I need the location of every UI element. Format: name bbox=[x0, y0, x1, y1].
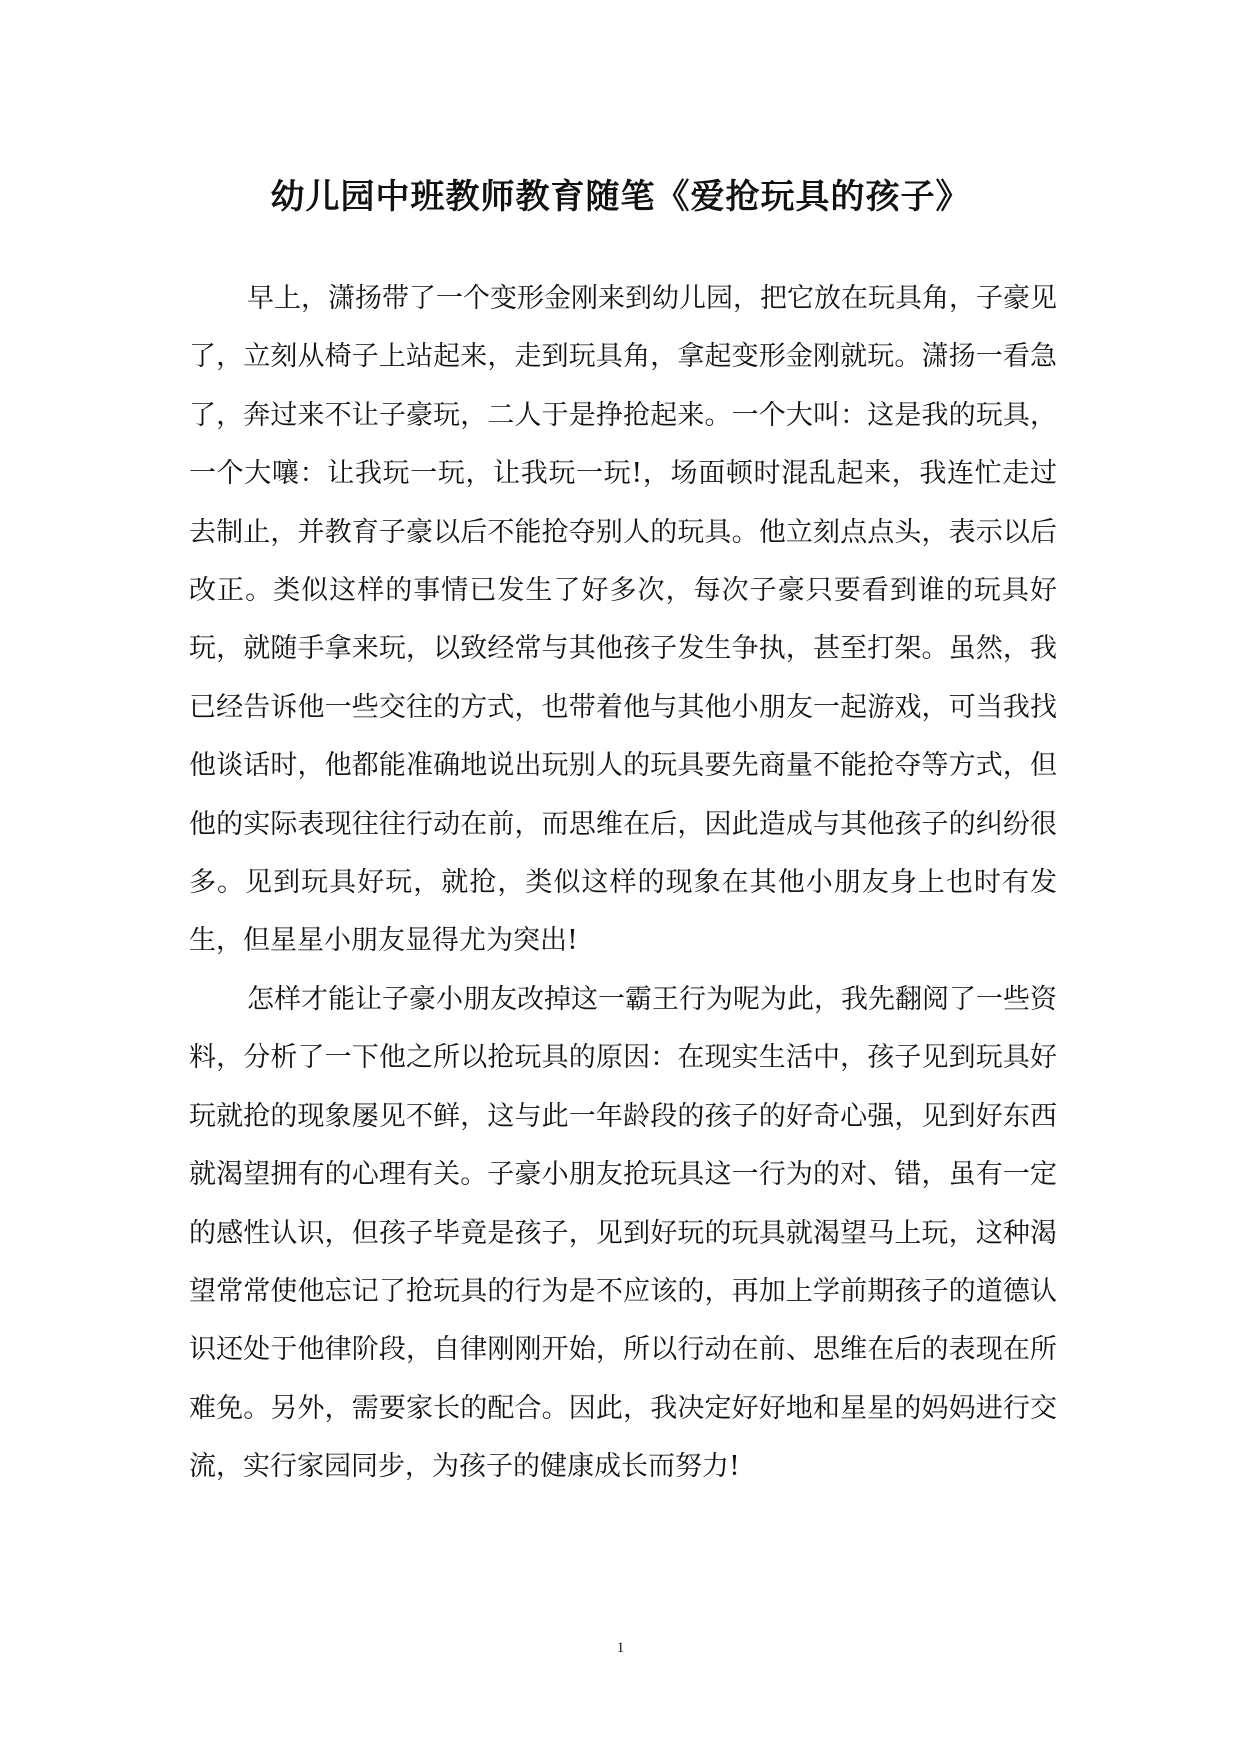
article-body bbox=[189, 270, 1057, 1497]
paragraph-2: 怎样才能让子豪小朋友改掉这一霸王行为呢为此，我先翻阅了一些资料，分析了一下他之所以抢玩具的原因：在现实生活中，孩子见到玩具好玩就抢的现象屡见不鲜，这与此一年龄段的孩子的好奇心强，见到好东西就渴望拥有的心理有关。子豪小朋友抢玩具这一行为的对、错，虽有一定的感性认识，但孩子毕竟是孩子，见到好玩的玩具就渴望马上玩，这种渴望常常使他忘记了抢玩具的行为是不应该的，再加上学前期孩子的道德认识还处于他律阶段，自律刚刚开始，所以行动在前、思维在后的表现在所难免。另外，需要家长的配合。因此，我决定好好地和星星的妈妈进行交流，实行家园同步，为孩子的健康成长而努力! bbox=[189, 983, 1057, 1483]
page-title: 幼儿园中班教师教育随笔《爱抢玩具的孩子》 bbox=[270, 176, 971, 217]
page-number: 1 bbox=[616, 1640, 625, 1656]
paragraph-1: 早上，潇扬带了一个变形金刚来到幼儿园，把它放在玩具角，子豪见了，立刻从椅子上站起来，走到玩具角，拿起变形金刚就玩。潇扬一看急了，奔过来不让子豪玩，二人于是挣抢起来。一个大叫：这是我的玩具，一个大嚷：让我玩一玩，让我玩一玩!，场面顿时混乱起来，我连忙走过去制止，并教育子豪以后不能抢夺别人的玩具。他立刻点点头，表示以后改正。类似这样的事情已发生了好多次，每次子豪只要看到谁的玩具好玩，就随手拿来玩，以致经常与其他孩子发生争执，甚至打架。虽然，我已经告诉他一些交往的方式，也带着他与其他小朋友一起游戏，可当我找他谈话时，他都能准确地说出玩别人的玩具要先商量不能抢夺等方式，但他的实际表现往往行动在前，而思维在后，因此造成与其他孩子的纠纷很多。见到玩具好玩，就抢，类似这样的现象在其他小朋友身上也时有发生，但星星小朋友显得尤为突出! bbox=[189, 283, 1057, 957]
